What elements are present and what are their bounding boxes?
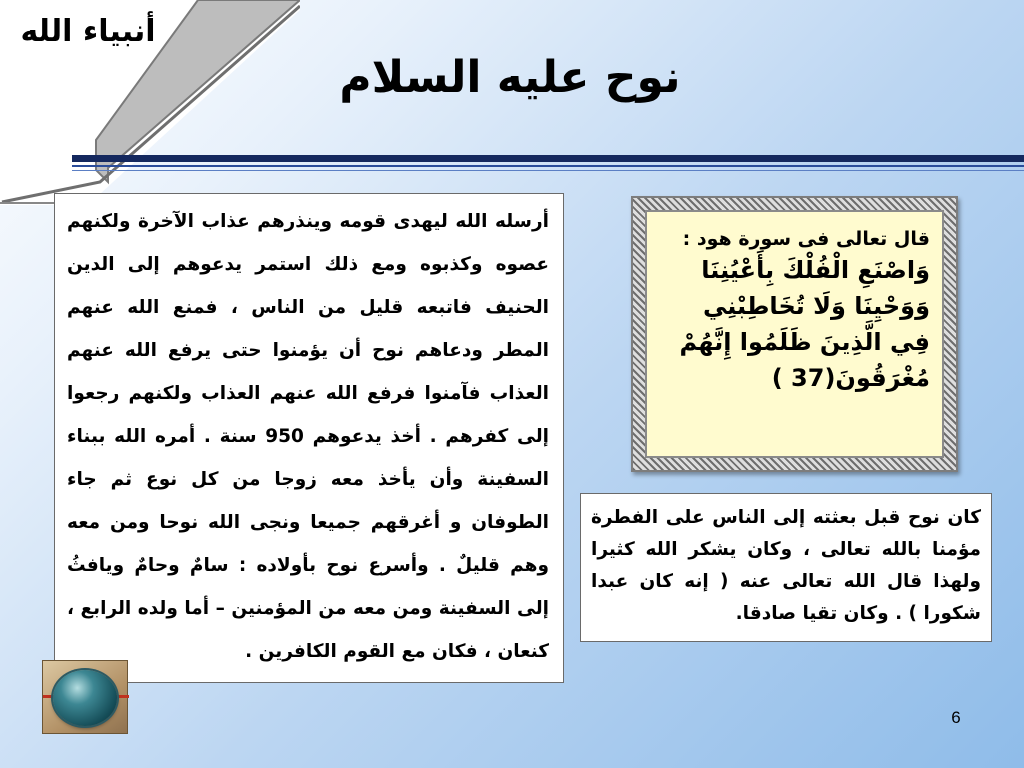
gem-button-icon[interactable] bbox=[42, 660, 128, 734]
title-divider-thin bbox=[72, 170, 1024, 171]
section-label: أنبياء الله bbox=[20, 14, 156, 49]
verse-text: وَاصْنَعِ الْفُلْكَ بِأَعْيُنِنَا وَوَحْيِنَا وَلَا تُخَاطِبْنِي فِي الَّذِينَ ظَلَمُوا إِنَّهُمْ مُغْرَقُونَ(37 ) bbox=[679, 256, 930, 392]
title-divider-thick bbox=[72, 155, 1024, 162]
note-text: كان نوح قبل بعثته إلى الناس على الفطرة مؤمنا بالله تعالى ، وكان يشكر الله كثيرا ولهذا قال الله تعالى عنه ( إنه كان عبدا شكورا ) . وكان تقيا صادقا. bbox=[591, 507, 981, 624]
verse-intro: قال تعالى فى سورة هود : bbox=[682, 228, 930, 250]
title-divider-mid bbox=[72, 165, 1024, 167]
gem-stone bbox=[53, 670, 117, 726]
main-text-box bbox=[54, 193, 564, 683]
main-text: أرسله الله ليهدى قومه وينذرهم عذاب الآخرة ولكنهم عصوه وكذبوه ومع ذلك استمر يدعوهم إلى الدين الحنيف فاتبعه قليل من الناس ، فمنع الله عنهم المطر ودعاهم نوح أن يؤمنوا حتى يرفع الله عنهم العذاب فآمنوا فرفع الله عنهم العذاب ولكنهم رجعوا إلى كفرهم . أخذ يدعوهم 950 سنة . أمره الله ببناء السفينة وأن يأخذ معه زوجا من كل نوع ثم جاء الطوفان و أغرقهم جميعا ونجى الله نوحا ومن معه وهم قليلٌ . وأسرع نوح بأولاده : سامٌ وحامٌ ويافثُ إلى السفينة ومن معه من المؤمنين – أما ولده الرابع ، كنعان ، فكان مع القوم الكافرين . bbox=[67, 211, 549, 662]
slide-title: نوح عليه السلام bbox=[339, 52, 681, 103]
verse-frame bbox=[631, 196, 958, 472]
page-number: 6 bbox=[951, 708, 961, 727]
note-box bbox=[580, 493, 992, 642]
verse-box bbox=[645, 210, 944, 458]
